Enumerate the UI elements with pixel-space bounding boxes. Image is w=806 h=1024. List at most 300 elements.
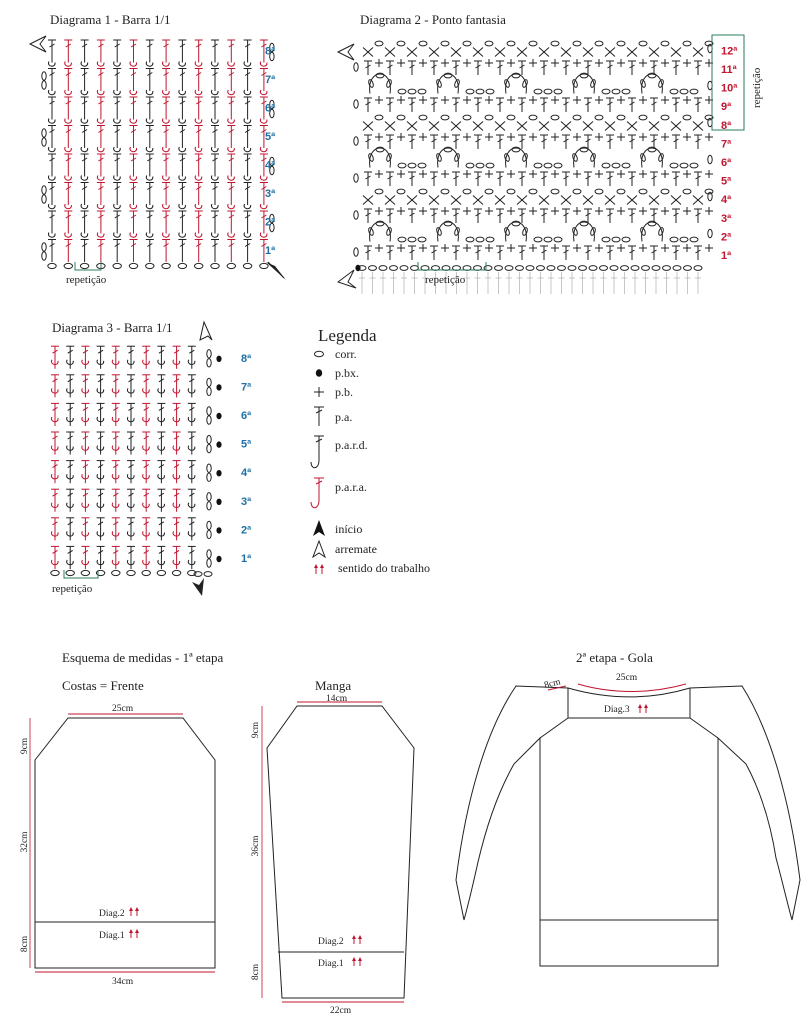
chain-stitch (51, 570, 59, 575)
chain-stitch (368, 153, 374, 162)
chain-stitch (600, 266, 608, 271)
chain-stitch (622, 89, 630, 94)
sweater-schematic (456, 673, 800, 966)
slip-stitch (216, 441, 221, 447)
chain-stitch (485, 41, 493, 46)
chain-stitch (476, 237, 484, 242)
diagram-2-grid (354, 41, 713, 294)
chain-stitch (207, 473, 211, 481)
chain-stitch (354, 211, 358, 219)
chain-stitch (590, 153, 596, 162)
chain-stitch (622, 237, 630, 242)
legend-label-single-crochet: p.b. (335, 385, 353, 399)
chain-stitch (400, 266, 408, 271)
chain-stitch (617, 189, 625, 194)
chain-stitch (172, 570, 180, 575)
legend-title: Legenda (318, 326, 377, 345)
chain-stitch (612, 89, 620, 94)
body-diag2-label: Diag.2 (99, 909, 125, 919)
chain-stitch (504, 227, 510, 236)
chain-stitch (390, 266, 398, 271)
chain-stitch (690, 237, 698, 242)
chain-stitch (398, 163, 406, 168)
chain-stitch (526, 266, 534, 271)
sleeve-bottom-width: 22cm (330, 1006, 352, 1016)
row-number-6: 6ª (265, 102, 276, 115)
row-number-6: 6ª (721, 157, 732, 169)
legend-label-front-post-dc: p.a.r.a. (335, 480, 367, 494)
chain-stitch (573, 115, 581, 120)
chain-stitch (485, 115, 493, 120)
chain-stitch (411, 266, 419, 271)
row-number-5: 5ª (265, 131, 276, 143)
body-schematic (20, 678, 215, 987)
chain-stitch (544, 89, 552, 94)
chain-stitch (454, 153, 460, 162)
chain-stitch (544, 163, 552, 168)
single-crochet-icon (314, 387, 324, 397)
back-post-dc-icon (311, 436, 324, 468)
chain-stitch (621, 266, 629, 271)
body-top-width: 25cm (112, 704, 134, 714)
diagram-2-title: Diagrama 2 - Ponto fantasia (360, 12, 506, 27)
diagram-1-title: Diagrama 1 - Barra 1/1 (50, 12, 171, 27)
chain-stitch (42, 138, 46, 146)
direction-arrows-icon (316, 566, 322, 574)
chain-stitch (670, 237, 678, 242)
chain-stitch (683, 41, 691, 46)
sleeve-schematic (251, 678, 414, 1016)
chain-stitch (354, 248, 358, 256)
chain-stitch (670, 89, 678, 94)
legend-label-slip-stitch: p.bx. (335, 366, 359, 380)
row-number-8: 8ª (265, 45, 276, 58)
collar-side-width: 8cm (543, 677, 562, 691)
chain-stitch (379, 266, 387, 271)
legend-label-finish: arremate (335, 542, 377, 556)
slip-stitch (216, 556, 221, 562)
chain-stitch (572, 153, 578, 162)
row-number-3: 3ª (721, 212, 732, 225)
body-top-height: 9cm (20, 737, 30, 755)
chain-stitch (507, 189, 515, 194)
chain-stitch (486, 163, 494, 168)
chain-stitch (42, 81, 46, 89)
finish-arrow-icon (30, 36, 46, 52)
chain-stitch (652, 266, 660, 271)
chain-stitch (661, 189, 669, 194)
chain-stitch (612, 163, 620, 168)
row-number-4: 4ª (721, 194, 732, 207)
chain-stitch (207, 407, 211, 415)
chain-stitch (408, 89, 416, 94)
chain-stitch (612, 237, 620, 242)
chain-stitch (554, 163, 562, 168)
chain-stitch (579, 266, 587, 271)
sleeve-label: Manga (315, 678, 352, 693)
chain-stitch (386, 153, 392, 162)
chain-stitch (680, 237, 688, 242)
chain-stitch (243, 263, 251, 268)
diagram-2-repeat-label: repetição (425, 274, 466, 286)
chain-stitch (670, 163, 678, 168)
chain-stitch (207, 502, 211, 510)
chain-stitch (408, 163, 416, 168)
chain-stitch (708, 155, 712, 163)
chain-stitch (436, 153, 442, 162)
chain-stitch (505, 266, 513, 271)
slip-stitch (216, 413, 221, 419)
row-number-11: 11ª (721, 64, 737, 76)
chain-stitch (617, 41, 625, 46)
legend-label-start: início (335, 522, 363, 536)
chain-stitch (157, 570, 165, 575)
chain-stitch (658, 227, 664, 236)
chain-stitch (522, 153, 528, 162)
chain-stitch (595, 189, 603, 194)
chain-stitch (602, 89, 610, 94)
chain-stitch (522, 79, 528, 88)
diagram-3-title: Diagrama 3 - Barra 1/1 (52, 320, 173, 335)
chain-stitch (466, 89, 474, 94)
chain-stitch (680, 163, 688, 168)
start-arrow-icon (313, 520, 325, 536)
chain-stitch (195, 263, 203, 268)
chain-stitch (661, 115, 669, 120)
chain-stitch (112, 570, 120, 575)
chain-stitch (81, 570, 89, 575)
chain-stitch (590, 79, 596, 88)
diagram-1-grid (42, 40, 274, 269)
sleeve-bottom-height: 8cm (251, 963, 261, 981)
chain-stitch (354, 137, 358, 145)
diagram-2 (338, 12, 763, 294)
diagram-1-repeat-label: repetição (66, 274, 107, 286)
chain-stitch (590, 227, 596, 236)
chain-stitch (397, 115, 405, 120)
slip-stitch (355, 265, 360, 271)
row-number-8: 8ª (241, 352, 252, 365)
chain-stitch (42, 243, 46, 251)
chain-stitch (80, 263, 88, 268)
chain-stitch (534, 237, 542, 242)
row-number-1: 1ª (721, 250, 732, 262)
chain-stitch (573, 189, 581, 194)
start-arrow-icon (338, 270, 356, 288)
legend-label-double-crochet: p.a. (335, 410, 353, 424)
finish-arrow-icon (313, 541, 325, 557)
chain-stitch (639, 41, 647, 46)
slip-stitch (216, 470, 221, 476)
chain-stitch (504, 79, 510, 88)
row-number-7: 7ª (721, 138, 732, 151)
chain-stitch (207, 521, 211, 529)
chain-stitch (639, 115, 647, 120)
slip-stitch (216, 384, 221, 390)
row-number-2: 2ª (265, 216, 276, 229)
slip-stitch (216, 527, 221, 533)
sleeve-top-height: 9cm (251, 721, 261, 739)
chain-stitch (418, 237, 426, 242)
chain-stitch (207, 378, 211, 386)
double-crochet-icon (314, 407, 324, 426)
chain-stitch (495, 266, 503, 271)
row-number-10: 10ª (721, 82, 738, 95)
chain-stitch (42, 72, 46, 80)
chain-stitch (207, 444, 211, 452)
chain-stitch (204, 572, 212, 577)
row-number-1: 1ª (241, 553, 252, 565)
chain-stitch (419, 189, 427, 194)
chain-stitch (602, 163, 610, 168)
chain-stitch (683, 115, 691, 120)
chain-stitch (466, 237, 474, 242)
chain-stitch (617, 115, 625, 120)
legend-label-chain: corr. (335, 347, 357, 361)
legend (311, 326, 430, 575)
chain-stitch (454, 79, 460, 88)
start-arrow-icon (192, 578, 204, 596)
chain-stitch (129, 263, 137, 268)
chain-stitch (602, 237, 610, 242)
chain-stitch (640, 79, 646, 88)
chain-stitch (516, 266, 524, 271)
chain-stitch (146, 263, 154, 268)
chain-stitch (708, 229, 712, 237)
chain-stitch (551, 115, 559, 120)
chain-stitch (640, 227, 646, 236)
chain-stitch (610, 266, 618, 271)
chain-stitch (207, 550, 211, 558)
chain-stitch (466, 163, 474, 168)
chain-stitch (661, 41, 669, 46)
diagram-3-row-numbers (241, 353, 252, 565)
diagram-3 (51, 320, 252, 596)
chain-stitch (595, 115, 603, 120)
chain-stitch (127, 570, 135, 575)
chain-stitch (529, 115, 537, 120)
finish-arrow-icon (338, 44, 354, 60)
diagram-1-row-numbers (265, 46, 276, 258)
start-arrow-icon (266, 262, 286, 280)
chain-stitch (486, 237, 494, 242)
chain-stitch (684, 266, 692, 271)
chain-stitch (419, 41, 427, 46)
chain-stitch (142, 570, 150, 575)
sleeve-top-width: 14cm (326, 694, 348, 704)
row-number-3: 3ª (265, 188, 276, 200)
chain-stitch (398, 89, 406, 94)
chain-stitch (658, 153, 664, 162)
chain-stitch (207, 435, 211, 443)
chain-stitch (113, 263, 121, 268)
chain-stitch (354, 174, 358, 182)
schema-title: Esquema de medidas - 1ª etapa (62, 650, 224, 665)
chain-stitch (419, 115, 427, 120)
chain-stitch (690, 89, 698, 94)
body-label: Costas = Frente (62, 678, 144, 693)
row-number-7: 7ª (241, 381, 252, 394)
collar-top-width: 25cm (616, 673, 638, 683)
chain-stitch (207, 493, 211, 501)
chain-stitch (368, 79, 374, 88)
legend-label-direction: sentido do trabalho (338, 561, 430, 575)
sleeve-mid-height: 36cm (251, 835, 261, 857)
chain-stitch (547, 266, 555, 271)
chain-stitch (595, 41, 603, 46)
body-mid-height: 32cm (20, 831, 30, 853)
chain-stitch (408, 237, 416, 242)
chain-stitch (529, 189, 537, 194)
chain-stitch (534, 163, 542, 168)
chain-stitch (554, 237, 562, 242)
slip-stitch-icon (316, 369, 322, 377)
finish-arrow-icon (200, 322, 212, 340)
chain-stitch (369, 266, 377, 271)
chain-stitch (207, 530, 211, 538)
chain-stitch (260, 263, 268, 268)
chain-stitch (658, 79, 664, 88)
chain-stitch (529, 41, 537, 46)
chain-stitch (544, 237, 552, 242)
chain-stitch (194, 572, 202, 577)
chain-stitch (507, 115, 515, 120)
collar-diag3-label: Diag.3 (604, 705, 630, 715)
slip-stitch (216, 499, 221, 505)
row-number-3: 3ª (241, 495, 252, 508)
chain-stitch (386, 79, 392, 88)
chain-stitch (551, 41, 559, 46)
row-number-2: 2ª (241, 524, 252, 537)
chain-stitch (486, 89, 494, 94)
row-number-8: 8ª (721, 119, 732, 132)
chain-stitch (463, 41, 471, 46)
chain-stitch (162, 263, 170, 268)
chain-stitch (418, 89, 426, 94)
chain-stitch (418, 163, 426, 168)
chain-stitch (178, 263, 186, 268)
chain-stitch (354, 63, 358, 71)
chain-stitch (537, 266, 545, 271)
diagram-1 (30, 12, 286, 286)
stage2-title: 2ª etapa - Gola (576, 650, 653, 665)
chain-stitch (441, 41, 449, 46)
row-number-12: 12ª (721, 45, 738, 58)
chain-stitch (64, 263, 72, 268)
chain-stitch (690, 163, 698, 168)
chain-stitch (441, 189, 449, 194)
legend-label-back-post-dc: p.a.r.d. (335, 438, 368, 452)
chain-stitch (485, 189, 493, 194)
chain-stitch (207, 387, 211, 395)
chain-stitch (207, 464, 211, 472)
chain-stitch (463, 115, 471, 120)
chain-stitch (551, 189, 559, 194)
chain-stitch (642, 266, 650, 271)
chain-stitch (573, 41, 581, 46)
chain-stitch (211, 263, 219, 268)
chain-stitch (398, 237, 406, 242)
row-number-9: 9ª (721, 101, 732, 114)
chain-stitch (476, 89, 484, 94)
body-diag1-label: Diag.1 (99, 931, 125, 941)
chain-stitch (680, 89, 688, 94)
chain-stitch (522, 227, 528, 236)
chain-stitch (507, 41, 515, 46)
chain-stitch (463, 189, 471, 194)
chain-stitch (207, 559, 211, 567)
chain-stitch (386, 227, 392, 236)
chain-stitch (476, 163, 484, 168)
row-number-4: 4ª (265, 159, 276, 172)
front-post-dc-icon (311, 478, 324, 508)
chain-stitch (631, 266, 639, 271)
chain-stitch (568, 266, 576, 271)
chain-stitch (640, 153, 646, 162)
chain-stitch (639, 189, 647, 194)
chain-stitch (436, 79, 442, 88)
row-number-5: 5ª (241, 438, 252, 451)
chain-stitch (454, 227, 460, 236)
chain-stitch (42, 195, 46, 203)
chain-stitch (504, 153, 510, 162)
body-bottom-height: 8cm (20, 935, 30, 953)
diagram-2-side-label: repetição (751, 67, 763, 108)
row-number-7: 7ª (265, 74, 276, 86)
chain-stitch (354, 100, 358, 108)
diagram-3-repeat-label: repetição (52, 583, 93, 595)
chain-stitch (207, 350, 211, 358)
chain-stitch (368, 227, 374, 236)
sleeve-diag1-label: Diag.1 (318, 959, 344, 969)
chain-stitch (207, 359, 211, 367)
chain-stitch (375, 41, 383, 46)
chain-stitch (397, 189, 405, 194)
slip-stitch (216, 356, 221, 362)
chain-stitch (375, 189, 383, 194)
chain-stitch (558, 266, 566, 271)
diagram-3-grid (51, 346, 222, 576)
row-number-2: 2ª (721, 231, 732, 244)
chain-stitch (694, 266, 702, 271)
chain-stitch (683, 189, 691, 194)
chain-stitch (227, 263, 235, 268)
chain-stitch (673, 266, 681, 271)
chain-stitch (572, 227, 578, 236)
chain-stitch (534, 89, 542, 94)
chain-stitch (375, 115, 383, 120)
row-number-5: 5ª (721, 175, 732, 188)
chain-stitch (663, 266, 671, 271)
body-bottom-width: 34cm (112, 977, 134, 987)
chain-stitch (397, 41, 405, 46)
chain-stitch (554, 89, 562, 94)
row-number-1: 1ª (265, 245, 276, 257)
row-number-4: 4ª (241, 467, 252, 480)
sleeve-diag2-label: Diag.2 (318, 937, 344, 947)
chain-stitch (436, 227, 442, 236)
chain-icon (315, 351, 324, 357)
chain-stitch (207, 416, 211, 424)
chain-stitch (622, 163, 630, 168)
chain-stitch (42, 186, 46, 194)
chain-stitch (42, 252, 46, 260)
chain-stitch (48, 263, 56, 268)
chain-stitch (572, 79, 578, 88)
row-number-6: 6ª (241, 410, 252, 422)
diagram-2-row-numbers (721, 45, 738, 262)
chain-stitch (589, 266, 597, 271)
